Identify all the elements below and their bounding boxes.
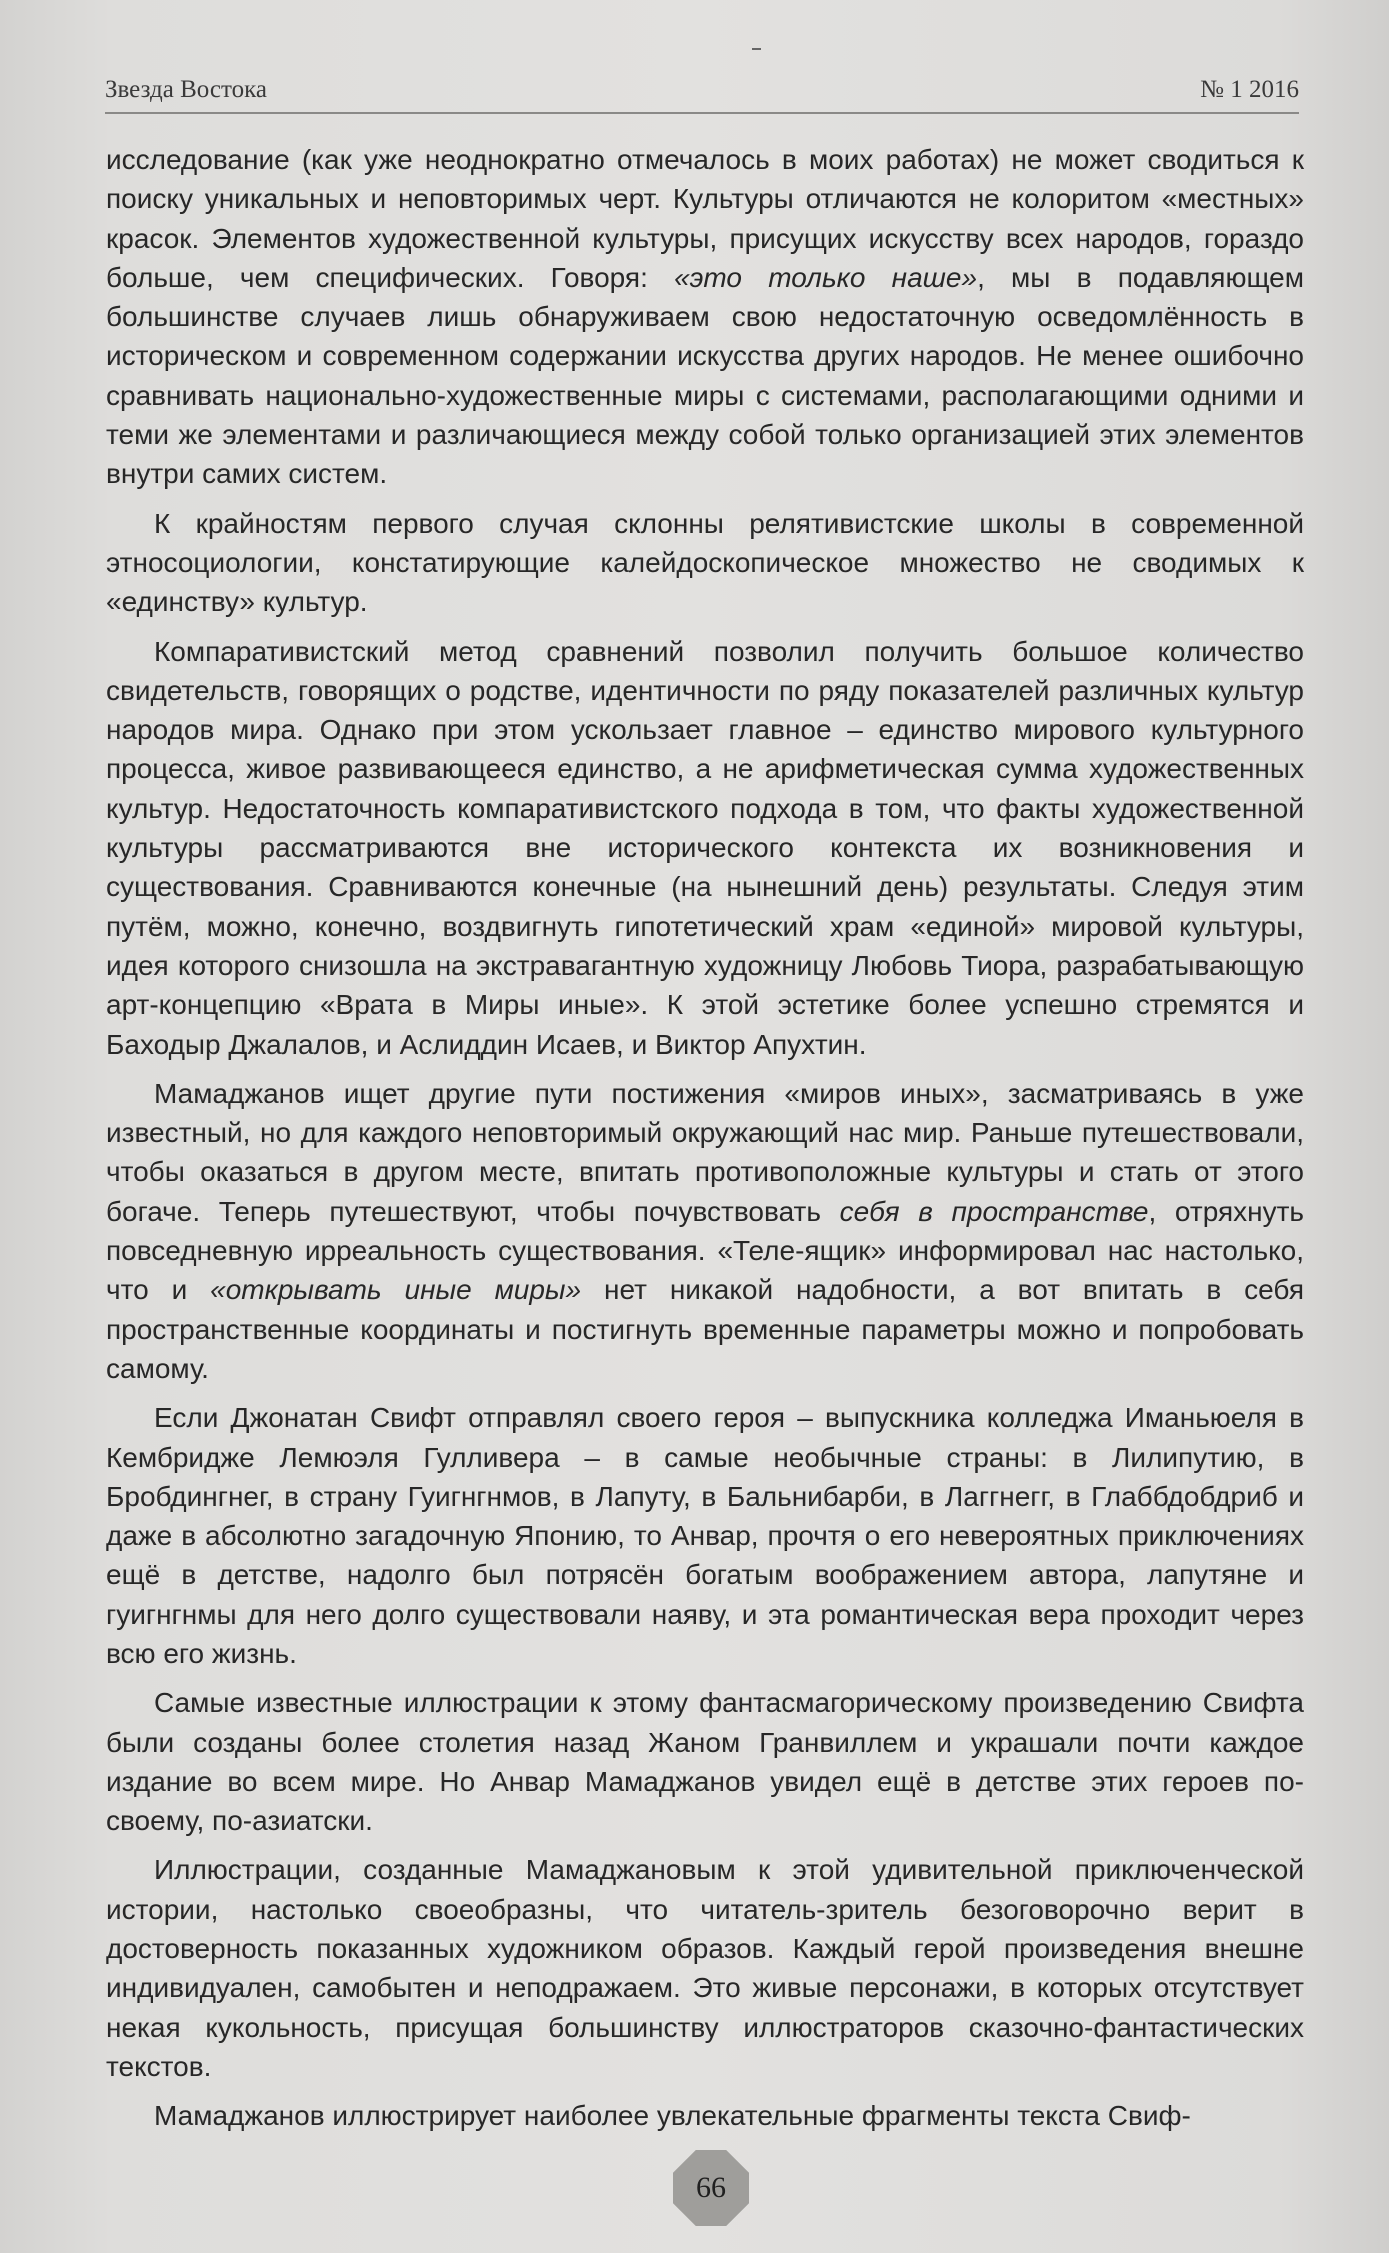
text-run: Мамаджанов иллюстрирует наиболее увлекательные фрагменты текста Свиф-: [154, 2100, 1191, 2132]
page-number-badge: [673, 2150, 749, 2226]
article-body: [106, 140, 1304, 2136]
journal-name: Звезда Востока: [105, 76, 267, 103]
print-speck: [752, 48, 761, 50]
article-paragraph: [106, 504, 1304, 622]
page-number: 66: [696, 2171, 726, 2204]
article-paragraph: [106, 632, 1304, 1064]
text-run: Самые известные иллюстрации к этому фантасмагорическому произведению Свифта были созданы более столетия назад Жаном Гранвиллем и украшали почти каждое издание во всем мире. Но Анвар Мамаджанов увидел ещё в детстве этих героев по-своему, по-азиатски.: [106, 1687, 1304, 1837]
running-header: [105, 72, 1299, 114]
text-run: Компаративистский метод сравнений позволил получить большое количество свидетельств, говорящих о родстве, идентичности по ряду показателей различных культур народов мира. Однако при этом ускользает главное – единство мирового культурного процесса, живое развивающееся единство, а не арифметическая сумма художественных культур. Недостаточность компаративистского подхода в том, что факты художественной культуры рассматриваются вне исторического контекста их возникновения и существования. Сравниваются конечные (на нынешний день) результаты. Следуя этим путём, можно, конечно, воздвигнуть гипотетический храм «единой» мировой культуры, идея которого снизошла на экстравагантную художницу Любовь Тиора, разрабатывающую арт-концепцию «Врата в Миры иные». К этой эстетике более успешно стремятся и Баходыр Джалалов, и Аслиддин Исаев, и Виктор Апухтин.: [106, 635, 1304, 1060]
article-paragraph: [106, 1850, 1304, 2086]
article-paragraph: [106, 2096, 1304, 2135]
article-paragraph: [106, 1074, 1304, 1388]
text-run: нет никакой надобности, а вот впитать в себя пространственные координаты и постигнуть временные параметры можно и попробовать самому.: [106, 1274, 1305, 1384]
text-run: Если Джонатан Свифт отправлял своего героя – выпускника колледжа Иманьюеля в Кембридже Лемюэля Гулливера – в самые необычные страны: в Лилипутию, в Бробдингнег, в страну Гуигнгнмов, в Лапуту, в Бальнибарби, в Лаггнегг, в Глаббдобдриб и даже в абсолютно загадочную Японию, то Анвар, прочтя о его невероятных приключениях ещё в детстве, надолго был потрясён богатым воображением автора, лапутяне и гуигнгнмы для него долго существовали наяву, и эта романтическая вера проходит через всю его жизнь.: [106, 1402, 1304, 1669]
article-paragraph: [106, 140, 1304, 494]
article-paragraph: [106, 1398, 1304, 1673]
text-run: , мы в подавляющем большинстве случаев лишь обнаруживаем свою недостаточную осведомлённость в историческом и современном содержании искусства других народов. Не менее ошибочно сравнивать национально-художественные миры с системами, располагающими одними и теми же элементами и различающиеся между собой только организацией этих элементов внутри самих систем.: [106, 261, 1305, 490]
text-run: К крайностям первого случая склонны релятивистские школы в современной этносоциологии, констатирующие калейдоскопическое множество не сводимых к «единству» культур.: [106, 507, 1304, 618]
text-run: , отряхнуть повседневную ирреальность существования. «Теле-ящик» информировал нас настолько, что и: [106, 1195, 1305, 1306]
italic-phrase: «открывать иные миры»: [210, 1274, 582, 1306]
article-paragraph: [106, 1683, 1304, 1840]
italic-phrase: «это только наше»: [674, 261, 978, 293]
text-run: Мамаджанов ищет другие пути постижения «миров иных», засматриваясь в уже известный, но для каждого неповторимый окружающий нас мир. Раньше путешествовали, чтобы оказаться в другом месте, впитать противоположные культуры и стать от этого богаче. Теперь путешествуют, чтобы почувствовать: [106, 1077, 1304, 1227]
text-run: Иллюстрации, созданные Мамаджановым к этой удивительной приключенческой истории, настолько своеобразны, что читатель-зритель безоговорочно верит в достоверность показанных художником образов. Каждый герой произведения внешне индивидуален, самобытен и неподражаем. Это живые персонажи, в которых отсутствует некая кукольность, присущая большинству иллюстраторов сказочно-фантастических текстов.: [106, 1854, 1304, 2082]
italic-phrase: себя в пространстве: [839, 1195, 1149, 1227]
issue-number: № 1 2016: [1200, 76, 1299, 103]
text-run: исследование (как уже неоднократно отмечалось в моих работах) не может сводиться к поиску уникальных и неповторимых черт. Культуры отличаются не колоритом «местных» красок. Элементов художественной культуры, присущих искусству всех народов, гораздо больше, чем специфических. Говоря:: [106, 144, 1304, 293]
